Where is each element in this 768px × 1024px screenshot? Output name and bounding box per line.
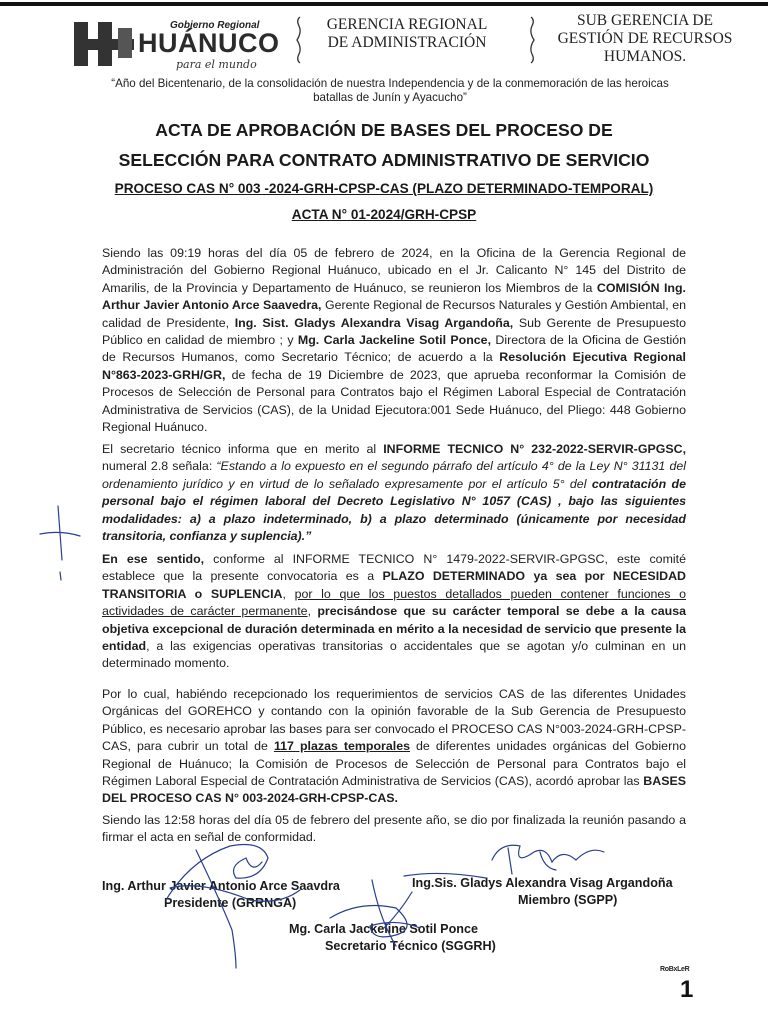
title-line-1: ACTA DE APROBACIÓN DE BASES DEL PROCESO DE — [155, 120, 613, 140]
acta-number: ACTA N° 01-2024/GRH-CPSP — [291, 207, 477, 222]
header-gerencia — [318, 16, 496, 52]
paragraph-cierre: Siendo las 12:58 horas del día 05 de febrero del presente año, se dio por finalizada la reunión pasando a firmar el acta en señal de conformidad. — [102, 813, 686, 845]
logo-gobierno-label: Gobierno Regional — [170, 20, 260, 31]
office-stamp: RoBxLeR — [660, 966, 690, 973]
signature-miembro — [412, 875, 673, 909]
paragraph-aprobacion-bases: Por lo cual, habiéndo recepcionado los requerimientos de servicios CAS de las diferentes Unidades Orgánicas del GOREHCO y contando con la opinión favorable de la Sub Gerencia de Presupuesto Público, es necesario aprobar las bases para ser convocado el PROCESO CAS N°003-2024-GRH-CPSP-CAS, para cubrir un total de 117 plazas temporales de diferentes unidades orgánicas del Gobierno Regional de Huánuco; la Comisión de Procesos de Selección de Personal para Contratos bajo el Régimen Laboral Especial de Contratación Administrativa de Servicios (CAS), acordó aprobar las BASES DEL PROCESO CAS N° 003-2024-GRH-CPSP-CAS. — [102, 687, 686, 806]
logo-tagline: para el mundo — [176, 58, 257, 71]
top-rule — [0, 2, 768, 6]
process-code: PROCESO CAS N° 003 -2024-GRH-CPSP-CAS (PLAZO DETERMINADO-TEMPORAL) — [114, 181, 654, 196]
subgerencia-line-2: GESTIÓN DE RECURSOS — [557, 30, 733, 47]
signature-name: Ing.Sis. Gladys Alexandra Visag Argandoña — [412, 876, 673, 890]
logo-region-name: HUÁNUCO — [138, 28, 280, 58]
subgerencia-line-1: SUB GERENCIA DE — [576, 12, 714, 29]
motto-line-1: “Año del Bicentenario, de la consolidación de nuestra Independencia y de la conmemoración de las heroicas — [111, 77, 669, 90]
page-number: 1 — [680, 976, 694, 1003]
paragraph-meeting: Siendo las 09:19 horas del día 05 de febrero de 2024, en la Oficina de la Gerencia Regional de Administración del Gobierno Regional Huánuco, ubicado en el Jr. Calicanto N° 145 del Distrito de Amarilis, de la Provincia y Departamento de Huánuco, se reunieron los Miembros de la COMISIÓN Ing. Arthur Javier Antonio Arce Saavedra, Gerente Regional de Recursos Naturales y Gestión Ambiental, en calidad de Presidente, Ing. Sist. Gladys Alexandra Visag Argandoña, Sub Gerente de Presupuesto Público en calidad de miembro ; y Mg. Carla Jackeline Sotil Ponce, Directora de la Oficina de Gestión de Recursos Humanos, como Secretario Técnico; de acuerdo a la Resolución Ejecutiva Regional N°863-2023-GRH/GR, de fecha de 19 Diciembre de 2023, que aprueba reconformar la Comisión de Procesos de Selección de Personal para Contratos bajo el Régimen Laboral Especial de Contratación Administrativa de Servicios (CAS), de la Unidad Ejecutora:001 Sede Huánuco, del Pliego: 448 Gobierno Regional Huánuco. — [102, 246, 686, 435]
signature-role: Presidente (GRRNGA) — [164, 896, 297, 910]
signature-name: Mg. Carla Jackeline Sotil Ponce — [289, 922, 478, 936]
motto-line-2: batallas de Junín y Ayacucho” — [313, 91, 467, 104]
title-line-2: SELECCIÓN PARA CONTRATO ADMINISTRATIVO DE SERVICIO — [118, 150, 650, 170]
paragraph-informe-tecnico: El secretario técnico informa que en merito al INFORME TECNICO N° 232-2022-SERVIR-GPGSC, numeral 2.8 señala: “Estando a lo expuesto en el segundo párrafo del artículo 4° de la Ley N° 31131 del ordenamiento jurídico y en virtud de lo señalado expresamente por el artículo 5° del contratación de personal bajo el régimen laboral del Decreto Legislativo N° 1057 (CAS) , bajo las siguientes modalidades: a) a plazo indeterminado, b) a plazo determinado (únicamente por necesidad transitoria, confianza y suplencia).” — [102, 442, 687, 544]
signature-role: Miembro (SGPP) — [518, 893, 618, 907]
logo-h-mark — [74, 22, 134, 66]
signature-presidente — [102, 878, 340, 912]
subgerencia-line-3: HUMANOS. — [603, 48, 687, 65]
gerencia-line-2: DE ADMINISTRACIÓN — [327, 34, 487, 51]
brace-icon — [294, 16, 304, 64]
year-motto — [110, 77, 670, 105]
logo-gobierno-regional-huanuco — [74, 18, 286, 72]
paragraph-plazo-determinado: En ese sentido, conforme al INFORME TECNICO N° 1479-2022-SERVIR-GPGSC, este comité establece que la presente convocatoria es a PLAZO DETERMINADO ya sea por NECESIDAD TRANSITORIA o SUPLENCIA, por lo que los puestos detallados pueden contener funciones o actividades de carácter permanente, precisándose que su carácter temporal se debe a la causa objetiva excepcional de duración determinada en mérito a la necesidad de servicio que presente la entidad, a las exigencias operativas transitorias o accidentales que se agotan y/o culminan en un determinado momento. — [102, 552, 686, 671]
signature-secretario — [289, 921, 496, 955]
signature-name: Ing. Arthur Javier Antonio Arce Saavdra — [102, 879, 340, 893]
signature-role: Secretario Técnico (SGGRH) — [325, 939, 496, 953]
brace-icon — [527, 16, 537, 64]
gerencia-line-1: GERENCIA REGIONAL — [326, 16, 488, 33]
header-subgerencia — [540, 12, 750, 66]
